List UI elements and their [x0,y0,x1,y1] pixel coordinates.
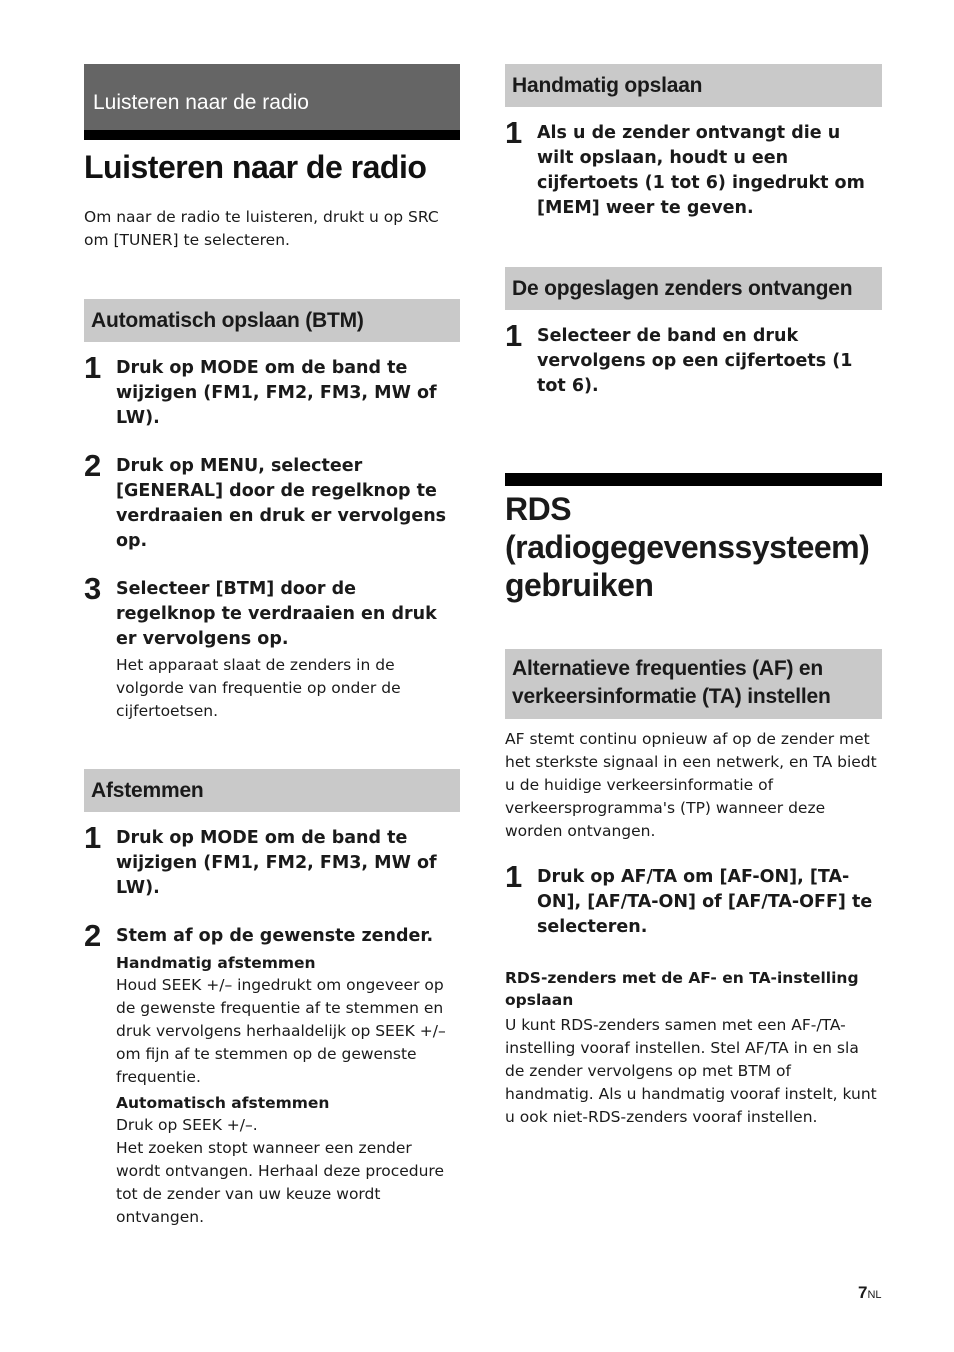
btm-step-3 [84,571,460,723]
intro-text: Om naar de radio te luisteren, drukt u op SRC om [TUNER] te selecteren. [84,208,439,249]
rds-title-line-1: RDS [505,491,572,527]
step-number: 1 [505,859,523,894]
auto-tune-text-1: Druk op SEEK +/–. [116,1116,258,1134]
step-text: Druk op MENU, selecteer [GENERAL] door de regelknop te verdraaien en druk er vervolgens op. [116,456,447,551]
heading-af-ta-line-2: verkeersinformatie (TA) instellen [512,685,831,708]
btm-step-2 [84,448,460,554]
step-text: Selecteer [BTM] door de regelknop te verdraaien en druk er vervolgens op. [116,579,437,649]
rds-title [505,490,882,604]
step-number: 1 [84,350,102,385]
rds-store-text: U kunt RDS-zenders samen met een AF-/TA-instelling vooraf instellen. Stel AF/TA in en sla de zender vervolgens op met BTM of handmatig. Als u handmatig vooraf instelt, kunt u ook niet-RDS-zenders vooraf instellen. [505,1016,877,1126]
step-number: 1 [505,318,523,353]
rds-store-heading: RDS-zenders met de AF- en TA-instelling opslaan [505,969,859,1009]
page-number [858,1283,882,1303]
step-number: 2 [84,918,102,953]
step-text: Druk op AF/TA om [AF-ON], [TA-ON], [AF/TA-ON] of [AF/TA-OFF] te selecteren. [537,867,873,937]
store-step-1 [505,115,882,221]
manual-tune-heading: Handmatig afstemmen [116,954,316,972]
manual-tune-text: Houd SEEK +/– ingedrukt om ongeveer op de gewenste frequentie af te stemmen en druk vervolgens herhaaldelijk op SEEK +/– om fijn af te stemmen op de gewenste frequentie. [116,976,446,1086]
heading-btm: Automatisch opslaan (BTM) [84,299,460,342]
page-language-suffix: NL [867,1289,882,1301]
step-text: Druk op MODE om de band te wijzigen (FM1, FM2, FM3, MW of LW). [116,828,437,898]
tune-step-2 [84,918,460,1229]
step-note: Het apparaat slaat de zenders in de volgorde van frequentie op onder de cijfertoetsen. [116,656,401,720]
step-text: Selecteer de band en druk vervolgens op een cijfertoets (1 tot 6). [537,326,853,396]
page-number-value: 7 [858,1283,868,1302]
step-number: 3 [84,571,102,606]
left-column [84,64,460,1229]
auto-tune-text-2: Het zoeken stopt wanneer een zender wordt ontvangen. Herhaal deze procedure tot de zender van uw keuze wordt ontvangen. [116,1139,444,1226]
section-tab: Luisteren naar de radio [84,64,460,130]
right-column [505,64,882,1129]
step-number: 2 [84,448,102,483]
heading-af-ta-line-1: Alternatieve frequenties (AF) en [512,657,823,680]
btm-step-1 [84,350,460,431]
section-tab-underline [84,130,460,140]
rds-title-line-2: (radiogegevenssysteem) [505,529,870,565]
step-number: 1 [505,115,523,150]
tune-step-1 [84,820,460,901]
step-text: Druk op MODE om de band te wijzigen (FM1, FM2, FM3, MW of LW). [116,358,437,428]
receive-step-1 [505,318,882,399]
section-divider-bar [505,473,882,486]
heading-af-ta [505,649,882,719]
page-title: Luisteren naar de radio [84,149,427,185]
af-step-1 [505,859,882,940]
step-text: Stem af op de gewenste zender. [116,926,434,946]
heading-tune: Afstemmen [84,769,460,812]
step-number: 1 [84,820,102,855]
rds-title-line-3: gebruiken [505,567,654,603]
heading-manual-store: Handmatig opslaan [505,64,882,107]
af-intro-text: AF stemt continu opnieuw af op de zender met het sterkste signaal in een netwerk, en TA biedt u de huidige verkeersinformatie of verkeersprogramma's (TP) wanneer deze worden ontvangen. [505,730,877,840]
auto-tune-heading: Automatisch afstemmen [116,1094,330,1112]
heading-receive-stored: De opgeslagen zenders ontvangen [505,267,882,310]
step-text: Als u de zender ontvangt die u wilt opslaan, houdt u een cijfertoets (1 tot 6) ingedrukt om [MEM] weer te geven. [537,123,865,218]
